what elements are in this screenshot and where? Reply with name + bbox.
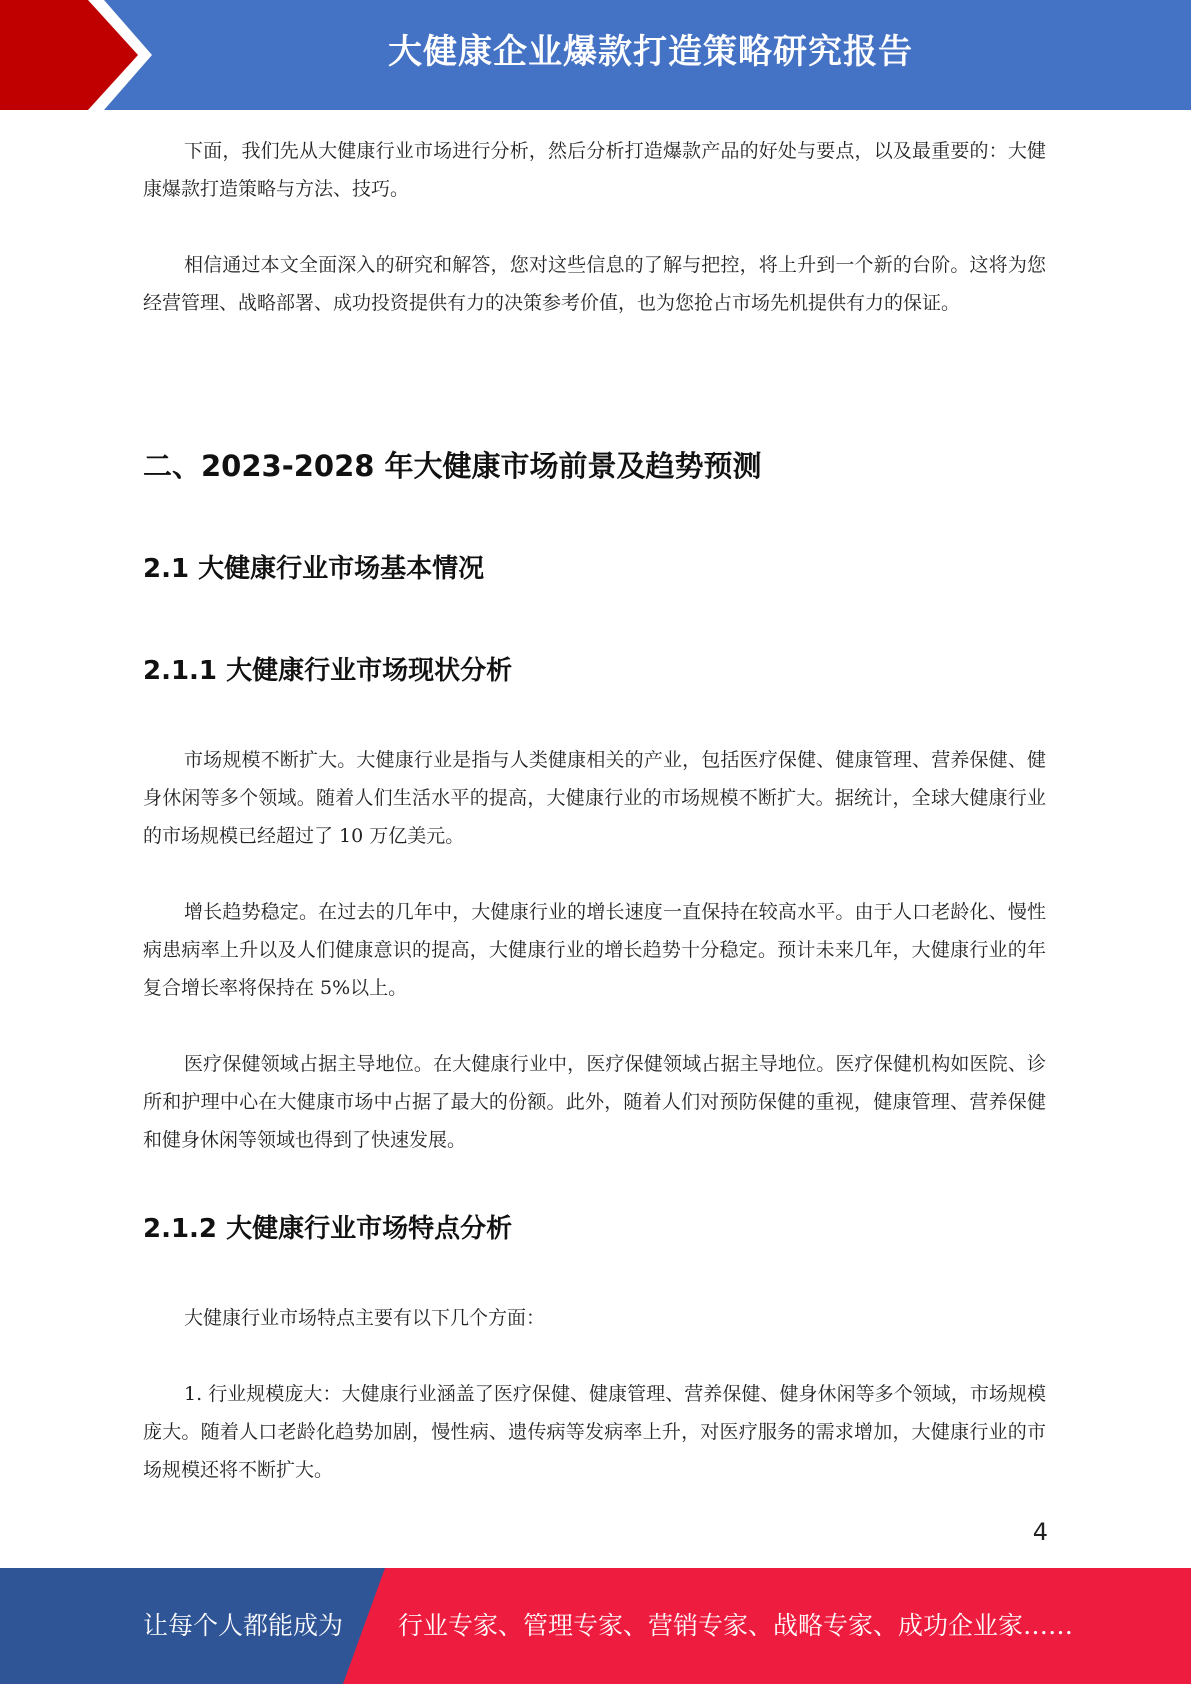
- subsection-heading: 2.1 大健康行业市场基本情况: [143, 554, 485, 584]
- market-features-intro: 大健康行业市场特点主要有以下几个方面：: [184, 1307, 546, 1329]
- page-footer: [0, 1568, 1191, 1684]
- market-status-paragraph-2: 增长趋势稳定。在过去的几年中，大健康行业的增长速度一直保持在较高水平。由于人口老龄化、慢性病患病率上升以及人们健康意识的提高，大健康行业的增长趋势十分稳定。预计未来几年，大健康行业的年复合增长率将保持在 5%以上。: [143, 901, 1046, 999]
- subsubsection-heading-2-1-1: 2.1.1 大健康行业市场现状分析: [143, 656, 513, 686]
- intro-paragraph-2: 相信通过本文全面深入的研究和解答，您对这些信息的了解与把控，将上升到一个新的台阶。这将为您经营管理、战略部署、成功投资提供有力的决策参考价值，也为您抢占市场先机提供有力的保证。: [143, 254, 1046, 314]
- footer-slogan-right: 行业专家、管理专家、营销专家、战略专家、成功企业家……: [398, 1611, 1074, 1640]
- page-header: [0, 0, 1191, 110]
- footer-slogan-left: 让每个人都能成为: [143, 1611, 344, 1640]
- page-number: 4: [1032, 1518, 1048, 1546]
- market-status-paragraph-1: 市场规模不断扩大。大健康行业是指与人类健康相关的产业，包括医疗保健、健康管理、营养保健、健身休闲等多个领域。随着人们生活水平的提高，大健康行业的市场规模不断扩大。据统计，全球大健康行业的市场规模已经超过了 10 万亿美元。: [143, 749, 1046, 847]
- intro-paragraph-1: 下面，我们先从大健康行业市场进行分析，然后分析打造爆款产品的好处与要点，以及最重要的：大健康爆款打造策略与方法、技巧。: [143, 140, 1046, 200]
- section-heading: 二、2023-2028 年大健康市场前景及趋势预测: [143, 449, 762, 483]
- document-title: 大健康企业爆款打造策略研究报告: [388, 32, 913, 72]
- market-status-paragraph-3: 医疗保健领域占据主导地位。在大健康行业中，医疗保健领域占据主导地位。医疗保健机构如医院、诊所和护理中心在大健康市场中占据了最大的份额。此外，随着人们对预防保健的重视，健康管理、营养保健和健身休闲等领域也得到了快速发展。: [143, 1053, 1046, 1151]
- market-features-item-1: 1. 行业规模庞大：大健康行业涵盖了医疗保健、健康管理、营养保健、健身休闲等多个领域，市场规模庞大。随着人口老龄化趋势加剧，慢性病、遗传病等发病率上升，对医疗服务的需求增加，大健康行业的市场规模还将不断扩大。: [143, 1383, 1046, 1481]
- subsubsection-heading-2-1-2: 2.1.2 大健康行业市场特点分析: [143, 1214, 513, 1244]
